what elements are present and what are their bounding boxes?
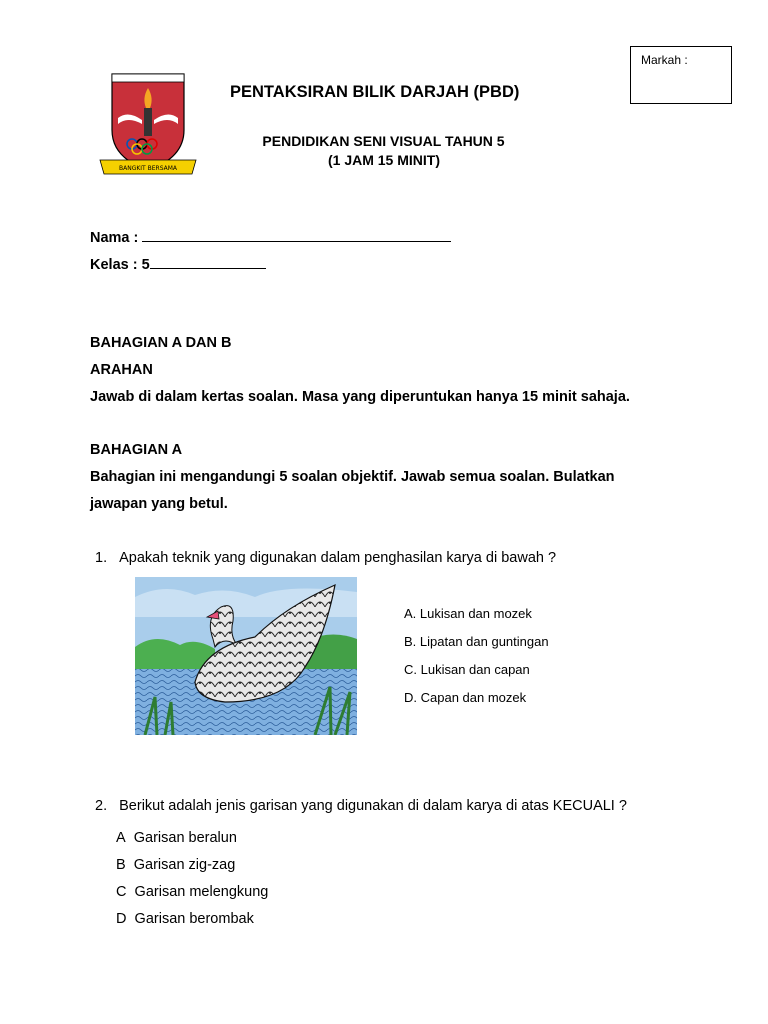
option-letter: C (116, 884, 127, 900)
question-number: 2. (95, 798, 108, 814)
section-a-text-2: jawapan yang betul. (90, 496, 228, 512)
nama-line[interactable] (142, 229, 451, 242)
kelas-label: Kelas : 5 (90, 257, 150, 273)
question-1-options (404, 600, 549, 712)
arahan-text: Jawab di dalam kertas soalan. Masa yang diperuntukan hanya 15 minit sahaja. (90, 389, 630, 405)
option-letter: D (116, 911, 127, 927)
subject: PENDIDIKAN SENI VISUAL TAHUN 5 (262, 133, 505, 149)
option-letter: A (116, 830, 126, 846)
markah-box (630, 46, 732, 104)
option-a[interactable] (116, 825, 268, 852)
section-a-text-1: Bahagian ini mengandungi 5 soalan objektif. Jawab semua soalan. Bulatkan (90, 469, 615, 485)
option-text: Garisan berombak (134, 911, 254, 927)
duration: (1 JAM 15 MINIT) (327, 152, 440, 168)
option-d[interactable]: D. Capan dan mozek (404, 690, 527, 705)
section-a-heading: BAHAGIAN A (90, 442, 183, 458)
logo-motto: BANGKIT BERSAMA (118, 165, 178, 172)
kelas-field[interactable] (90, 256, 266, 273)
question-number: 1. (95, 550, 108, 566)
question-2 (95, 798, 627, 814)
arahan-heading: ARAHAN (90, 362, 153, 378)
question-1 (95, 550, 556, 566)
instructions (90, 330, 690, 411)
option-a[interactable]: A. Lukisan dan mozek (404, 606, 532, 621)
question-text: Berikut adalah jenis garisan yang digunakan di dalam karya di atas KECUALI ? (119, 798, 627, 814)
option-text: Garisan melengkung (134, 884, 269, 900)
section-ab-heading: BAHAGIAN A DAN B (90, 335, 232, 351)
subtitle (0, 132, 768, 170)
option-d[interactable] (116, 906, 268, 933)
option-b[interactable]: B. Lipatan dan guntingan (404, 634, 549, 649)
kelas-line[interactable] (150, 256, 266, 269)
option-text: Garisan zig-zag (133, 857, 236, 873)
swan-artwork-image (135, 577, 357, 735)
question-2-options (116, 825, 268, 933)
option-b[interactable] (116, 852, 268, 879)
nama-field[interactable] (90, 229, 451, 246)
page-title: PENTAKSIRAN BILIK DARJAH (PBD) (230, 83, 520, 101)
nama-label: Nama : (90, 230, 143, 246)
option-text: Garisan beralun (133, 830, 237, 846)
option-letter: B (116, 857, 126, 873)
markah-label: Markah : (641, 53, 688, 67)
option-c[interactable] (116, 879, 268, 906)
question-text: Apakah teknik yang digunakan dalam penghasilan karya di bawah ? (119, 550, 557, 566)
option-c[interactable]: C. Lukisan dan capan (404, 662, 530, 677)
section-a (90, 437, 690, 518)
